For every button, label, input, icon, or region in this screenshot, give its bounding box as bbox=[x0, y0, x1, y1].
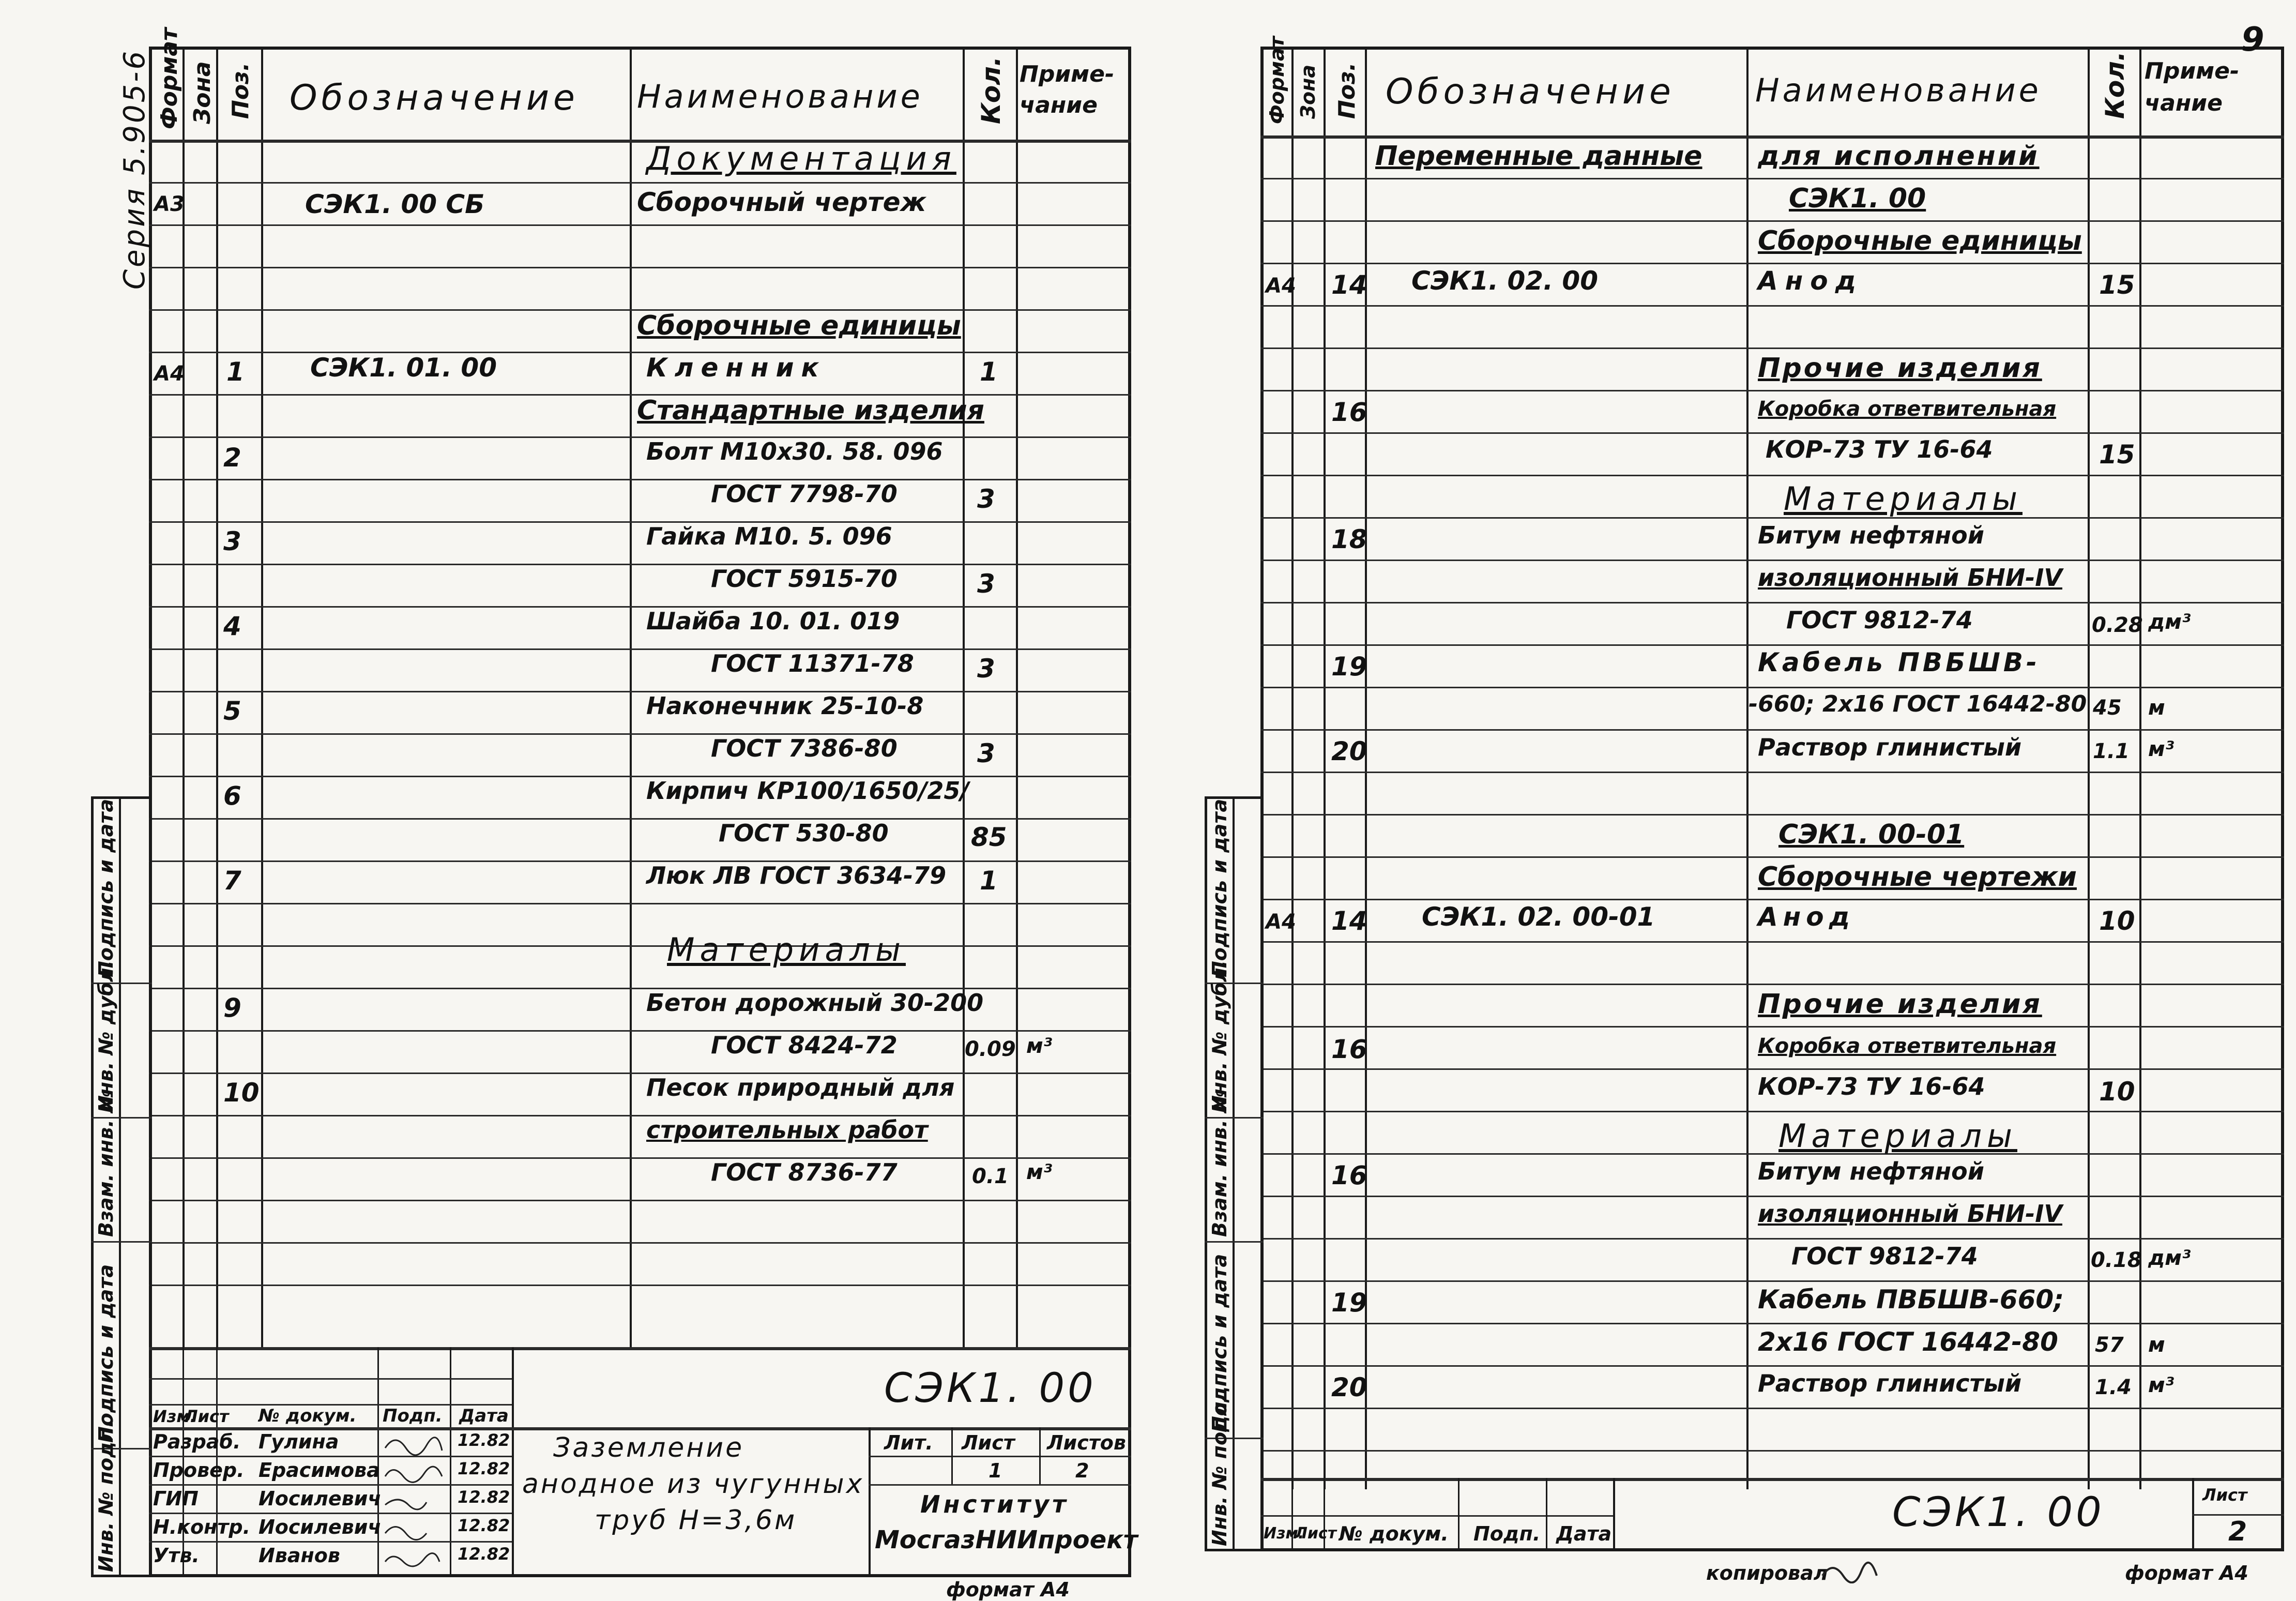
row-line bbox=[1260, 899, 2284, 900]
col-header-designation: Обозначение bbox=[290, 78, 579, 118]
col-header-name: Наименование bbox=[637, 78, 923, 115]
section-materials: Материалы bbox=[1778, 1117, 2017, 1155]
row-note: м bbox=[2148, 696, 2165, 720]
row-name: изоляционный БНИ-IV bbox=[1758, 1200, 2062, 1228]
row-pos: 16 bbox=[1331, 1160, 1367, 1190]
col-line bbox=[216, 47, 218, 1350]
tb-role: Провер. bbox=[153, 1459, 245, 1482]
row-qty: 1 bbox=[980, 357, 998, 387]
row-note: м³ bbox=[1026, 1034, 1053, 1058]
tb-line bbox=[1260, 1515, 1613, 1517]
row-name: Болт М10х30. 58. 096 bbox=[646, 437, 943, 465]
row-name: Шайба 10. 01. 019 bbox=[646, 607, 900, 635]
row-qty: 10 bbox=[2099, 1077, 2135, 1107]
row-line bbox=[1260, 432, 2284, 434]
row-pos: 19 bbox=[1331, 652, 1367, 682]
row-name: ГОСТ 5915-70 bbox=[711, 565, 898, 593]
row-qty: 15 bbox=[2099, 440, 2135, 470]
row-line bbox=[149, 479, 1131, 480]
tb-col-date: Дата bbox=[1556, 1522, 1612, 1545]
col-header-designation: Обозначение bbox=[1386, 71, 1675, 112]
sheet-right bbox=[1153, 0, 2285, 1600]
row-name: ГОСТ 9812-74 bbox=[1791, 1242, 1978, 1270]
row-note: дм³ bbox=[2148, 610, 2191, 634]
row-line bbox=[1260, 602, 2284, 603]
row-name: Раствор глинистый bbox=[1758, 733, 2022, 761]
side-label-replace-inv: Взам. инв. № bbox=[1208, 1089, 1231, 1237]
row-qty: 3 bbox=[977, 484, 995, 514]
tb-date: 12.82 bbox=[458, 1487, 510, 1507]
tb-date: 12.82 bbox=[458, 1430, 510, 1450]
row-qty: 0.09 bbox=[965, 1037, 1016, 1061]
row-note: м bbox=[2148, 1333, 2165, 1357]
row-line bbox=[1260, 1450, 2284, 1452]
section-other-items: Прочие изделия bbox=[1758, 353, 2042, 384]
tb-document-code: СЭК1. 00 bbox=[884, 1365, 1097, 1412]
tb-line bbox=[869, 1427, 871, 1577]
row-pos: 3 bbox=[223, 526, 241, 556]
side-stamp-line bbox=[91, 1241, 152, 1243]
tb-org-line-1: Институт bbox=[920, 1490, 1069, 1518]
row-line bbox=[1260, 1153, 2284, 1155]
tb-sheet-label: Лист bbox=[962, 1431, 1015, 1454]
row-format: А4 bbox=[1266, 910, 1296, 934]
row-qty: 0.18 bbox=[2091, 1248, 2142, 1272]
tb-line bbox=[1546, 1478, 1547, 1551]
col-header-zone: Зона bbox=[189, 61, 216, 124]
row-pos: 2 bbox=[223, 443, 241, 473]
tb-date: 12.82 bbox=[458, 1459, 510, 1478]
row-line bbox=[1260, 475, 2284, 476]
row-pos: 20 bbox=[1331, 736, 1367, 766]
row-name: ГОСТ 7798-70 bbox=[711, 480, 898, 508]
section-other-items: Прочие изделия bbox=[1758, 989, 2042, 1020]
tb-date: 12.82 bbox=[458, 1544, 510, 1564]
row-qty: 3 bbox=[977, 654, 995, 684]
tb-role: Утв. bbox=[153, 1544, 200, 1567]
row-line bbox=[149, 945, 1131, 947]
tb-line bbox=[450, 1347, 451, 1577]
tb-title-line-1: Заземление bbox=[553, 1432, 744, 1463]
row-line bbox=[1260, 772, 2284, 773]
row-line bbox=[149, 436, 1131, 438]
side-label-signature-date-2: Подпись и дата bbox=[1208, 1253, 1231, 1432]
tb-line bbox=[149, 1513, 512, 1514]
col-header-note-2: чание bbox=[1020, 92, 1098, 118]
row-line bbox=[1260, 517, 2284, 519]
row-name: ГОСТ 7386-80 bbox=[711, 734, 898, 762]
section-for-variants: для исполнений bbox=[1758, 141, 2040, 172]
tb-line bbox=[149, 1378, 512, 1380]
side-label-replace-inv: Взам. инв. № bbox=[95, 1089, 117, 1237]
col-line bbox=[963, 47, 965, 1350]
tb-person: Иосилевич bbox=[259, 1487, 382, 1510]
row-pos: 7 bbox=[223, 866, 241, 896]
row-line bbox=[1260, 1408, 2284, 1409]
row-line bbox=[149, 1115, 1131, 1116]
col-header-note-2: чание bbox=[2145, 90, 2223, 116]
col-line bbox=[261, 47, 263, 1350]
row-pos: 18 bbox=[1331, 524, 1367, 554]
tb-col-sheet: Лист bbox=[184, 1407, 229, 1426]
tb-document-code: СЭК1. 00 bbox=[1892, 1489, 2105, 1536]
row-line bbox=[149, 564, 1131, 565]
col-header-qty: Кол. bbox=[976, 56, 1006, 124]
tb-line bbox=[1458, 1478, 1459, 1551]
row-line bbox=[149, 733, 1131, 735]
tb-person: Ерасимова bbox=[259, 1459, 380, 1482]
row-name: Анод bbox=[1758, 266, 1863, 296]
tb-sheets-label: Листов bbox=[1047, 1431, 1126, 1454]
side-label-signature-date: Подпись и дата bbox=[95, 798, 117, 977]
tb-col-date: Дата bbox=[459, 1406, 509, 1426]
col-line bbox=[630, 47, 632, 1350]
tb-col-doc: № докум. bbox=[1339, 1522, 1449, 1545]
tb-sheet-label: Лист bbox=[2202, 1485, 2247, 1505]
tb-line bbox=[2192, 1514, 2284, 1516]
tb-sheet-value: 1 bbox=[989, 1459, 1002, 1482]
row-line bbox=[1260, 644, 2284, 646]
tb-role: ГИП bbox=[153, 1487, 199, 1510]
tb-copied-label: копировал bbox=[1706, 1562, 1828, 1584]
col-header-format: Формат bbox=[156, 27, 183, 129]
row-pos: 9 bbox=[223, 993, 241, 1023]
tb-format-label: формат А4 bbox=[946, 1578, 1070, 1601]
header-line bbox=[149, 140, 1131, 143]
side-label-inv-dup: Инв. № дубл. bbox=[1208, 960, 1231, 1112]
row-line bbox=[1260, 1026, 2284, 1028]
row-line bbox=[1260, 856, 2284, 858]
row-line bbox=[149, 648, 1131, 650]
side-label-inv-dup: Инв. № дубл. bbox=[95, 960, 117, 1112]
tb-org-line-2: МосгазНИИпроект bbox=[875, 1526, 1138, 1554]
row-note: м³ bbox=[2148, 1373, 2175, 1397]
row-line bbox=[1260, 984, 2284, 985]
row-name: Коробка ответвительная bbox=[1758, 1034, 2057, 1058]
row-line bbox=[1260, 1280, 2284, 1282]
col-header-qty: Кол. bbox=[2100, 51, 2130, 119]
row-line bbox=[149, 1073, 1131, 1074]
row-line bbox=[1260, 941, 2284, 943]
row-name: Песок природный для bbox=[646, 1074, 955, 1101]
row-pos: 6 bbox=[223, 781, 241, 811]
row-line bbox=[1260, 390, 2284, 391]
tb-line bbox=[951, 1427, 953, 1484]
row-name: -660; 2х16 ГОСТ 16442-80 bbox=[1748, 691, 2087, 717]
tb-title-line-2: анодное из чугунных bbox=[522, 1469, 864, 1500]
row-line bbox=[1260, 687, 2284, 688]
row-line bbox=[149, 521, 1131, 523]
row-line bbox=[149, 1242, 1131, 1244]
tb-col-change: Изм. bbox=[153, 1407, 196, 1426]
row-designation: СЭК1. 00 СБ bbox=[305, 189, 485, 219]
row-qty: 57 bbox=[2095, 1333, 2124, 1357]
row-line bbox=[149, 182, 1131, 184]
col-header-note-1: Приме- bbox=[1020, 61, 1115, 87]
row-pos: 10 bbox=[223, 1078, 260, 1108]
row-name: Люк ЛВ ГОСТ 3634-79 bbox=[646, 862, 947, 889]
col-header-format: Формат bbox=[1266, 36, 1288, 124]
row-qty: 85 bbox=[971, 822, 1007, 852]
tb-line bbox=[869, 1456, 1131, 1457]
section-assembly-units: Сборочные единицы bbox=[1758, 225, 2082, 256]
side-label-inv-orig: Инв. № подл. bbox=[95, 1419, 117, 1572]
col-header-pos: Поз. bbox=[227, 62, 254, 119]
row-line bbox=[1260, 263, 2284, 264]
row-note: дм³ bbox=[2148, 1246, 2191, 1270]
tb-line bbox=[1039, 1427, 1041, 1484]
row-name: ГОСТ 8424-72 bbox=[711, 1031, 898, 1059]
row-line bbox=[1260, 1238, 2284, 1240]
tb-role: Разраб. bbox=[153, 1430, 241, 1453]
row-line bbox=[1260, 1196, 2284, 1197]
tb-col-doc: № докум. bbox=[259, 1406, 357, 1426]
row-qty: 45 bbox=[2093, 696, 2122, 720]
row-line bbox=[1260, 178, 2284, 179]
row-name: КОР-73 ТУ 16-64 bbox=[1766, 435, 1993, 463]
row-qty: 3 bbox=[977, 738, 995, 768]
row-qty: 10 bbox=[2099, 906, 2135, 936]
row-line bbox=[1260, 1068, 2284, 1070]
side-stamp-line bbox=[1205, 1241, 1264, 1243]
side-stamp-divider bbox=[119, 796, 121, 1577]
row-line bbox=[149, 224, 1131, 226]
row-name: Раствор глинистый bbox=[1758, 1369, 2022, 1397]
row-line bbox=[1260, 348, 2284, 349]
row-line bbox=[149, 818, 1131, 820]
col-header-name: Наименование bbox=[1755, 71, 2042, 109]
row-line bbox=[149, 691, 1131, 692]
row-qty: 0.28 bbox=[2092, 613, 2143, 637]
row-name: Анод bbox=[1758, 902, 1855, 932]
col-line bbox=[1016, 47, 1018, 1350]
section-variant-code-01: СЭК1. 00-01 bbox=[1778, 819, 1965, 850]
row-line bbox=[149, 1030, 1131, 1032]
row-line bbox=[149, 988, 1131, 989]
tb-sheet-value: 2 bbox=[2228, 1516, 2247, 1547]
section-assembly-drawings: Сборочные чертежи bbox=[1758, 862, 2077, 893]
row-note: м³ bbox=[1026, 1160, 1053, 1184]
tb-format-label: формат А4 bbox=[2125, 1562, 2248, 1584]
section-materials: Материалы bbox=[1784, 480, 2023, 518]
row-designation: СЭК1. 01. 00 bbox=[310, 353, 497, 383]
row-format: А3 bbox=[154, 192, 185, 216]
title-block-top bbox=[1260, 1478, 2284, 1481]
row-qty: 3 bbox=[977, 569, 995, 599]
tb-line bbox=[1613, 1478, 1615, 1551]
tb-col-change: Изм. bbox=[1264, 1524, 1304, 1543]
row-name: ГОСТ 11371-78 bbox=[711, 650, 914, 677]
tb-line bbox=[149, 1541, 512, 1543]
row-line bbox=[149, 1200, 1131, 1201]
row-line bbox=[1260, 729, 2284, 731]
tb-date: 12.82 bbox=[458, 1516, 510, 1535]
row-name: Наконечник 25-10-8 bbox=[646, 692, 924, 720]
row-line bbox=[1260, 220, 2284, 222]
tb-col-sign: Подп. bbox=[383, 1406, 443, 1426]
row-name: строительных работ bbox=[646, 1116, 928, 1144]
row-pos: 1 bbox=[226, 357, 245, 387]
row-line bbox=[1260, 1323, 2284, 1324]
row-qty: 15 bbox=[2099, 270, 2135, 300]
tb-col-sheet: Лист bbox=[1295, 1524, 1337, 1543]
row-line bbox=[1260, 560, 2284, 561]
row-name: Сборочный чертеж bbox=[637, 187, 926, 217]
row-pos: 14 bbox=[1331, 270, 1367, 300]
tb-person: Иванов bbox=[259, 1544, 340, 1567]
copier-signature-icon bbox=[1820, 1558, 1882, 1583]
row-designation: СЭК1. 02. 00-01 bbox=[1422, 902, 1655, 932]
row-line bbox=[1260, 814, 2284, 815]
col-line bbox=[183, 47, 185, 1350]
row-name: Битум нефтяной bbox=[1758, 1157, 1984, 1185]
tb-lit-label: Лит. bbox=[884, 1431, 933, 1454]
row-name: Кабель ПВБШВ- bbox=[1758, 647, 2040, 677]
tb-role: Н.контр. bbox=[153, 1516, 251, 1538]
row-line bbox=[149, 352, 1131, 353]
side-label-signature-date-2: Подпись и дата bbox=[95, 1264, 117, 1443]
row-qty: 1 bbox=[980, 866, 998, 896]
row-line bbox=[149, 1157, 1131, 1159]
row-note: м³ bbox=[2148, 737, 2175, 761]
sheet-left bbox=[0, 0, 1138, 1601]
row-designation: СЭК1. 02. 00 bbox=[1411, 266, 1599, 296]
section-documentation: Документация bbox=[646, 140, 956, 177]
row-line bbox=[149, 267, 1131, 268]
header-line bbox=[1260, 135, 2284, 139]
row-line bbox=[149, 606, 1131, 608]
tb-person: Гулина bbox=[259, 1430, 339, 1453]
row-name: 2х16 ГОСТ 16442-80 bbox=[1758, 1327, 2058, 1357]
col-header-note-1: Приме- bbox=[2145, 58, 2240, 84]
row-pos: 5 bbox=[223, 696, 241, 726]
side-label-inv-orig: Инв. № подл. bbox=[1208, 1394, 1231, 1546]
row-qty: 1.4 bbox=[2095, 1376, 2132, 1399]
col-header-zone: Зона bbox=[1297, 64, 1319, 119]
tb-line bbox=[869, 1484, 1131, 1486]
row-qty: 1.1 bbox=[2093, 739, 2130, 763]
title-block-top bbox=[149, 1347, 1131, 1350]
tb-line bbox=[149, 1484, 512, 1486]
row-name: ГОСТ 530-80 bbox=[719, 819, 889, 847]
row-name: Коробка ответвительная bbox=[1758, 397, 2057, 421]
row-pos: 19 bbox=[1331, 1288, 1367, 1318]
tb-sheets-value: 2 bbox=[1075, 1459, 1089, 1482]
row-name: Бетон дорожный 30-200 bbox=[646, 989, 984, 1017]
signatures-icon bbox=[380, 1432, 447, 1572]
row-format: А4 bbox=[154, 362, 185, 386]
row-name: Кирпич КР100/1650/25/ bbox=[646, 777, 969, 805]
section-materials: Материалы bbox=[667, 931, 906, 969]
row-name: Кленник bbox=[646, 353, 826, 383]
tb-line bbox=[149, 1456, 512, 1457]
tb-col-sign: Подп. bbox=[1473, 1522, 1541, 1545]
tb-line bbox=[512, 1347, 514, 1577]
row-pos: 16 bbox=[1331, 1034, 1367, 1064]
section-standard-items: Стандартные изделия bbox=[637, 395, 984, 426]
row-name: КОР-73 ТУ 16-64 bbox=[1758, 1073, 1985, 1100]
row-line bbox=[149, 860, 1131, 862]
row-line bbox=[149, 903, 1131, 904]
section-variable-data: Переменные данные bbox=[1375, 141, 1702, 172]
row-pos: 4 bbox=[223, 611, 241, 641]
row-name: Кабель ПВБШВ-660; bbox=[1758, 1285, 2064, 1315]
tb-title-line-3: труб Н=3,6м bbox=[595, 1505, 797, 1536]
row-line bbox=[1260, 305, 2284, 307]
row-name: ГОСТ 9812-74 bbox=[1786, 606, 1973, 634]
row-name: изоляционный БНИ-IV bbox=[1758, 564, 2062, 592]
tb-person: Иосилевич bbox=[259, 1516, 382, 1538]
side-label-signature-date: Подпись и дата bbox=[1208, 798, 1231, 977]
row-line bbox=[1260, 1365, 2284, 1367]
row-pos: 16 bbox=[1331, 397, 1367, 427]
row-name: ГОСТ 8736-77 bbox=[711, 1158, 898, 1186]
row-name: Битум нефтяной bbox=[1758, 521, 1984, 549]
col-header-pos: Поз. bbox=[1334, 62, 1360, 119]
corner-sheet-number: 9 bbox=[2241, 21, 2264, 59]
section-variant-code: СЭК1. 00 bbox=[1789, 183, 1926, 214]
row-pos: 14 bbox=[1331, 906, 1367, 936]
row-line bbox=[1260, 1111, 2284, 1112]
row-name: Гайка М10. 5. 096 bbox=[646, 522, 892, 550]
row-line bbox=[149, 1285, 1131, 1286]
row-pos: 20 bbox=[1331, 1372, 1367, 1402]
series-label: Серия 5.905-6 bbox=[118, 49, 151, 290]
section-assembly-units: Сборочные единицы bbox=[637, 310, 961, 341]
row-line bbox=[149, 776, 1131, 777]
row-qty: 0.1 bbox=[972, 1165, 1009, 1188]
row-format: А4 bbox=[1266, 274, 1296, 298]
